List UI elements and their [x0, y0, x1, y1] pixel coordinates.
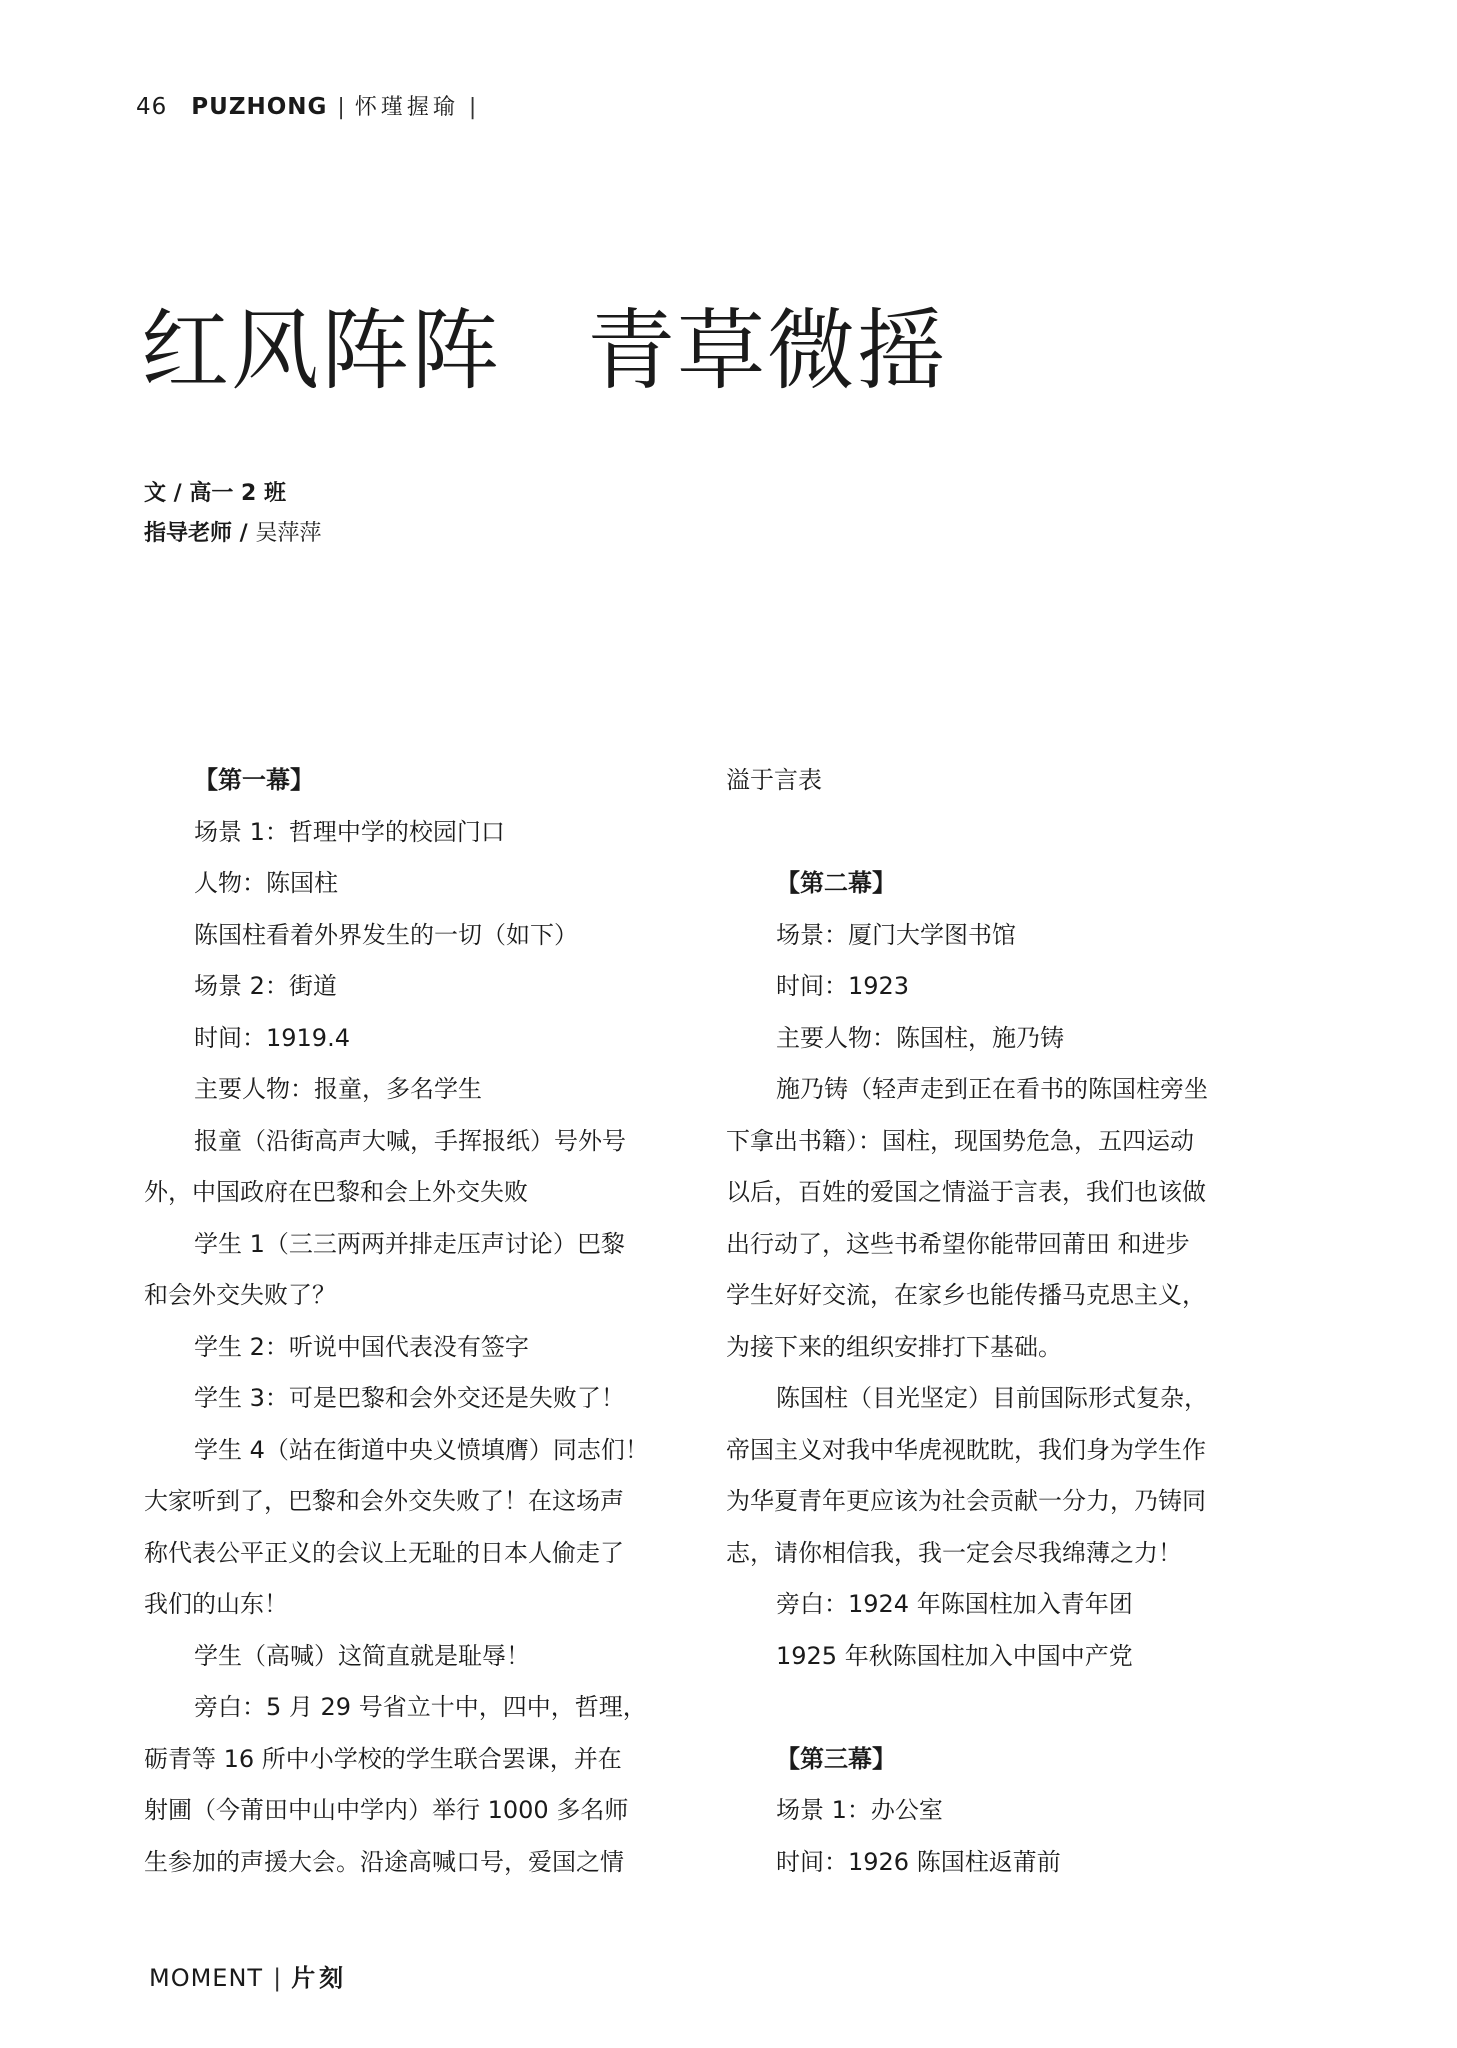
text-line: 称代表公平正义的会议上无耻的日本人偷走了 — [144, 1538, 624, 1567]
text-line: 生参加的声援大会。沿途高喊口号，爱国之情 — [144, 1847, 624, 1876]
text-line: 帝国主义对我中华虎视眈眈，我们身为学生作 — [726, 1435, 1206, 1464]
text-line: 人物：陈国柱 — [194, 869, 338, 897]
text-line: 学生（高喊）这简直就是耻辱！ — [194, 1641, 530, 1670]
title-part-1: 红风阵阵 — [141, 299, 502, 402]
page-number: 46 — [136, 94, 168, 120]
act-heading: 【第二幕】 — [776, 869, 896, 897]
text-line: 学生 3：可是巴黎和会外交还是失败了！ — [194, 1384, 625, 1412]
blank-line — [726, 1682, 1236, 1734]
author-label: 文 / — [144, 481, 190, 506]
magazine-brand: PUZHONG — [191, 94, 328, 120]
text-line: 志，请你相信我，我一定会尽我绵薄之力！ — [726, 1538, 1182, 1567]
byline — [144, 474, 321, 554]
text-line: 陈国柱（目光坚定）目前国际形式复杂， — [776, 1384, 1208, 1412]
text-line: 主要人物：报童，多名学生 — [194, 1075, 482, 1103]
text-line: 我们的山东！ — [144, 1590, 288, 1618]
footer-divider: | — [273, 1964, 282, 1992]
right-column — [726, 755, 1236, 1888]
text-line: 砺青等 16 所中小学校的学生联合罢课，并在 — [144, 1744, 622, 1773]
text-line: 射圃（今莆田中山中学内）举行 1000 多名师 — [144, 1796, 629, 1824]
text-line: 学生 2：听说中国代表没有签字 — [194, 1332, 529, 1361]
footer-section: 片刻 — [291, 1964, 348, 1992]
act-heading: 【第三幕】 — [776, 1744, 896, 1773]
text-line: 场景 1：哲理中学的校园门口 — [194, 817, 505, 846]
text-line: 场景 1：办公室 — [776, 1796, 943, 1824]
text-line: 为接下来的组织安排打下基础。 — [726, 1332, 1062, 1361]
text-line: 以后，百姓的爱国之情溢于言表，我们也该做 — [726, 1178, 1206, 1206]
header-divider: | — [337, 95, 345, 120]
blank-line — [726, 807, 1236, 859]
text-line: 外，中国政府在巴黎和会上外交失败 — [144, 1178, 528, 1206]
author-value: 高一 2 班 — [189, 481, 286, 506]
running-header — [136, 90, 486, 121]
text-line: 学生好好交流，在家乡也能传播马克思主义， — [726, 1281, 1206, 1309]
author-line — [144, 474, 321, 514]
advisor-line — [144, 514, 321, 554]
text-line: 报童（沿街高声大喊，手挥报纸）号外号 — [194, 1126, 626, 1155]
article-title — [141, 298, 947, 404]
text-line: 学生 1（三三两两并排走压声讨论）巴黎 — [194, 1229, 625, 1258]
advisor-label: 指导老师 / — [144, 521, 256, 546]
act-heading: 【第一幕】 — [194, 766, 314, 794]
section-name: 怀瑾握瑜 — [354, 95, 459, 120]
text-line: 下拿出书籍）：国柱，现国势危急，五四运动 — [726, 1126, 1194, 1155]
text-line: 时间：1919.4 — [194, 1023, 350, 1052]
running-footer — [149, 1958, 347, 1993]
text-line: 场景 2：街道 — [194, 972, 337, 1000]
text-line: 出行动了，这些书希望你能带回莆田 和进步 — [726, 1229, 1190, 1258]
text-line: 1925 年秋陈国柱加入中国中产党 — [776, 1641, 1133, 1670]
title-part-2: 青草微摇 — [587, 299, 948, 402]
text-line: 时间：1926 陈国柱返莆前 — [776, 1847, 1061, 1876]
left-column — [144, 755, 654, 1888]
text-line: 时间：1923 — [776, 972, 910, 1000]
text-line: 场景：厦门大学图书馆 — [776, 920, 1016, 949]
text-line: 为华夏青年更应该为社会贡献一分力，乃铸同 — [726, 1487, 1206, 1515]
footer-label: MOMENT — [149, 1964, 264, 1992]
header-divider-end: | — [468, 95, 477, 120]
text-line: 和会外交失败了？ — [144, 1281, 336, 1309]
text-line: 大家听到了，巴黎和会外交失败了！在这场声 — [144, 1487, 624, 1515]
advisor-value: 吴萍萍 — [255, 521, 322, 546]
text-line: 溢于言表 — [726, 766, 822, 794]
text-line: 旁白：5 月 29 号省立十中，四中，哲理， — [194, 1693, 647, 1721]
text-line: 施乃铸（轻声走到正在看书的陈国柱旁坐 — [776, 1075, 1208, 1103]
text-line: 旁白：1924 年陈国柱加入青年团 — [776, 1590, 1133, 1618]
text-line: 陈国柱看着外界发生的一切（如下） — [194, 920, 578, 949]
text-line: 学生 4（站在街道中央义愤填膺）同志们！ — [194, 1435, 649, 1464]
text-line: 主要人物：陈国柱，施乃铸 — [776, 1023, 1064, 1052]
